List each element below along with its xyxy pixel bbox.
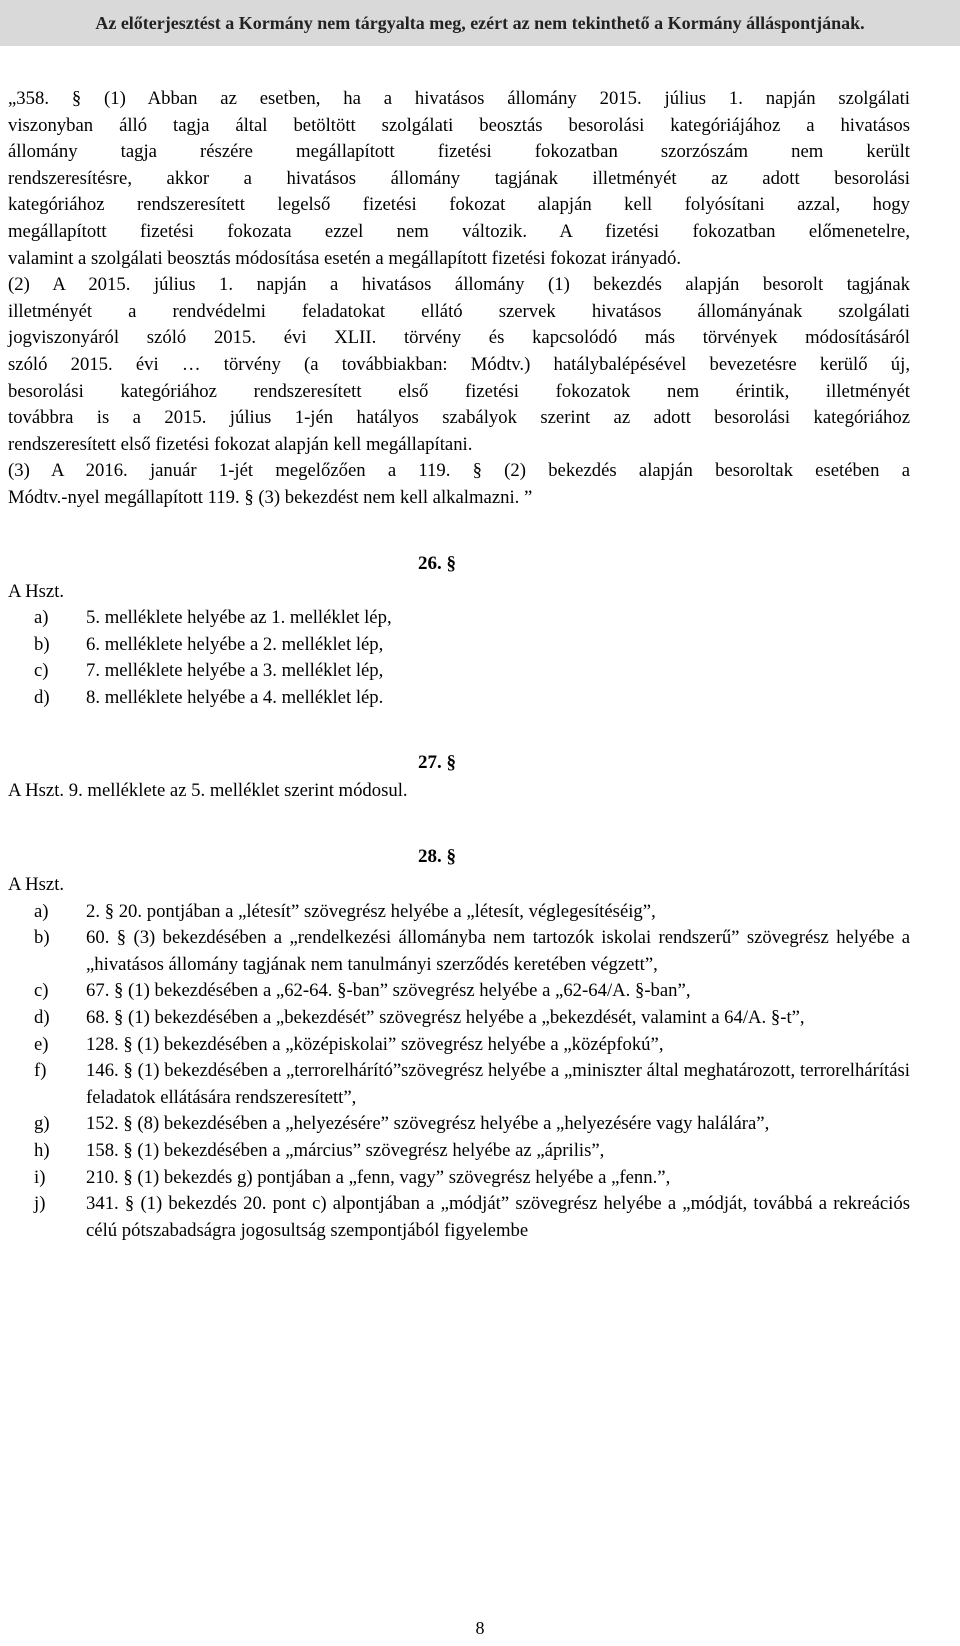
section-28-heading: 28. § (418, 846, 456, 868)
list-item-text: 68. § (1) bekezdésében a „bekezdését” szövegrész helyébe a „bekezdését, valamint a 64/A. §-t”, (86, 1007, 805, 1029)
list-item (34, 1191, 910, 1244)
section-28-list (8, 899, 910, 1245)
list-item (34, 1111, 910, 1138)
list-item-text: 60. § (3) bekezdésében a „rendelkezési állományba nem tartozók iskolai rendszerű” szövegrész helyébe a „hivatásos állomány tagjának nem tanulmányi szerződés keretében végzett”, (86, 927, 910, 975)
list-item-label: f) (34, 1060, 47, 1082)
list-item-label: g) (34, 1113, 50, 1135)
text-line: állomány tagja részére megállapított fizetési fokozatban szorzószám nem került (8, 141, 910, 163)
paragraph-358-3 (8, 458, 910, 511)
text-line: megállapított fizetési fokozata ezzel nem változik. A fizetési fokozatban előmenetelre, (8, 220, 910, 242)
text-line: rendszeresítésre, akkor a hivatásos állomány tagjának illetményét az adott besorolási (8, 167, 910, 189)
list-item (34, 1138, 910, 1165)
list-item (34, 925, 910, 978)
list-item (34, 1005, 910, 1032)
text-line: szóló 2015. évi … törvény (a továbbiakban: Módtv.) hatálybalépésével bevezetésre kerülő új, (8, 353, 910, 375)
list-item-text: 7. melléklete helyébe a 3. melléklet lép, (86, 660, 384, 682)
text-line: illetményét a rendvédelmi feladatokat ellátó szervek hivatásos állományának szolgálati (8, 300, 910, 322)
list-item (34, 1165, 910, 1192)
list-item-text: 152. § (8) bekezdésében a „helyezésére” szövegrész helyébe a „helyezésére vagy halálára”, (86, 1113, 770, 1135)
list-item (34, 899, 910, 926)
list-item-text: 6. melléklete helyébe a 2. melléklet lép, (86, 633, 384, 655)
list-item (34, 685, 910, 712)
list-item (34, 632, 910, 659)
list-item-text: 158. § (1) bekezdésében a „március” szövegrész helyébe az „április”, (86, 1140, 605, 1161)
list-item-text: 146. § (1) bekezdésében a „terrorelhárító”szövegrész helyébe a „miniszter által meghatározott, terrorelhárítási feladatok ellátására rendszeresített”, (86, 1060, 910, 1108)
list-item-label: c) (34, 660, 49, 682)
list-item-label: a) (34, 900, 49, 922)
text-line: Módtv.-nyel megállapított 119. § (3) bekezdést nem kell alkalmazni. ” (8, 486, 533, 508)
list-item-label: b) (34, 927, 50, 949)
list-item (34, 978, 910, 1005)
section-27-heading: 27. § (418, 752, 456, 774)
text-line: rendszeresített első fizetési fokozat alapján kell megállapítani. (8, 433, 473, 455)
document-header-notice: Az előterjesztést a Kormány nem tárgyalta meg, ezért az nem tekinthető a Kormány álláspontjának. (0, 0, 960, 46)
list-item-text: 2. § 20. pontjában a „létesít” szövegrész helyébe a „létesít, véglegesítéséig”, (86, 900, 656, 922)
text-line: továbbra is a 2015. július 1-jén hatályos szabályok szerint az adott besorolási kategóriához (8, 407, 910, 429)
list-item-label: i) (34, 1166, 46, 1188)
list-item-label: a) (34, 607, 49, 629)
section-26-intro: A Hszt. (8, 580, 65, 602)
text-line: viszonyban álló tagja által betöltött szolgálati beosztás besorolási kategóriájához a hivatásos (8, 114, 910, 136)
paragraph-358-1 (8, 86, 910, 272)
list-item-text: 67. § (1) bekezdésében a „62-64. §-ban” szövegrész helyébe a „62-64/A. §-ban”, (86, 980, 691, 1002)
list-item-text: 341. § (1) bekezdés 20. pont c) alpontjában a „módját” szövegrész helyébe a „módját, továbbá a rekreációs célú pótszabadságra jogosultság szempontjából figyelembe (86, 1193, 910, 1241)
list-item-label: b) (34, 633, 50, 655)
list-item-label: d) (34, 1007, 50, 1029)
page-number: 8 (475, 1618, 485, 1638)
document-body (8, 86, 910, 1244)
list-item-label: j) (34, 1193, 46, 1215)
list-item (34, 605, 910, 632)
list-item-text: 8. melléklete helyébe a 4. melléklet lép. (86, 686, 384, 708)
paragraph-358-2 (8, 272, 910, 458)
section-26-heading: 26. § (418, 552, 456, 574)
list-item-label: e) (34, 1033, 49, 1055)
text-line: (3) A 2016. január 1-jét megelőzően a 119. § (2) bekezdés alapján besoroltak esetében a (8, 460, 910, 482)
text-line: besorolási kategóriához rendszeresített első fizetési fokozatok nem érintik, illetményét (8, 380, 910, 402)
list-item-text: 5. melléklete helyébe az 1. melléklet lép, (86, 607, 392, 629)
list-item-text: 128. § (1) bekezdésében a „középiskolai” szövegrész helyébe a „középfokú”, (86, 1033, 664, 1055)
list-item-text: 210. § (1) bekezdés g) pontjában a „fenn, vagy” szövegrész helyébe a „fenn.”, (86, 1166, 671, 1188)
list-item (34, 1058, 910, 1111)
text-line: valamint a szolgálati beosztás módosítása esetén a megállapított fizetési fokozat irányadó. (8, 247, 682, 269)
list-item (34, 658, 910, 685)
list-item-label: d) (34, 686, 50, 708)
section-27-text: A Hszt. 9. melléklete az 5. melléklet szerint módosul. (8, 780, 408, 802)
list-item-label: h) (34, 1140, 50, 1161)
list-item-label: c) (34, 980, 49, 1002)
section-26-list (8, 605, 910, 711)
text-line: jogviszonyáról szóló 2015. évi XLII. törvény és kapcsolódó más törvények módosításáról (8, 327, 910, 349)
list-item (34, 1032, 910, 1059)
section-28-intro: A Hszt. (8, 874, 65, 896)
text-line: kategóriához rendszeresített legelső fizetési fokozat alapján kell folyósítani azzal, hogy (8, 194, 910, 216)
text-line: (2) A 2015. július 1. napján a hivatásos állomány (1) bekezdés alapján besorolt tagjának (8, 274, 910, 296)
text-line: „358. § (1) Abban az esetben, ha a hivatásos állomány 2015. július 1. napján szolgálati (8, 88, 910, 109)
